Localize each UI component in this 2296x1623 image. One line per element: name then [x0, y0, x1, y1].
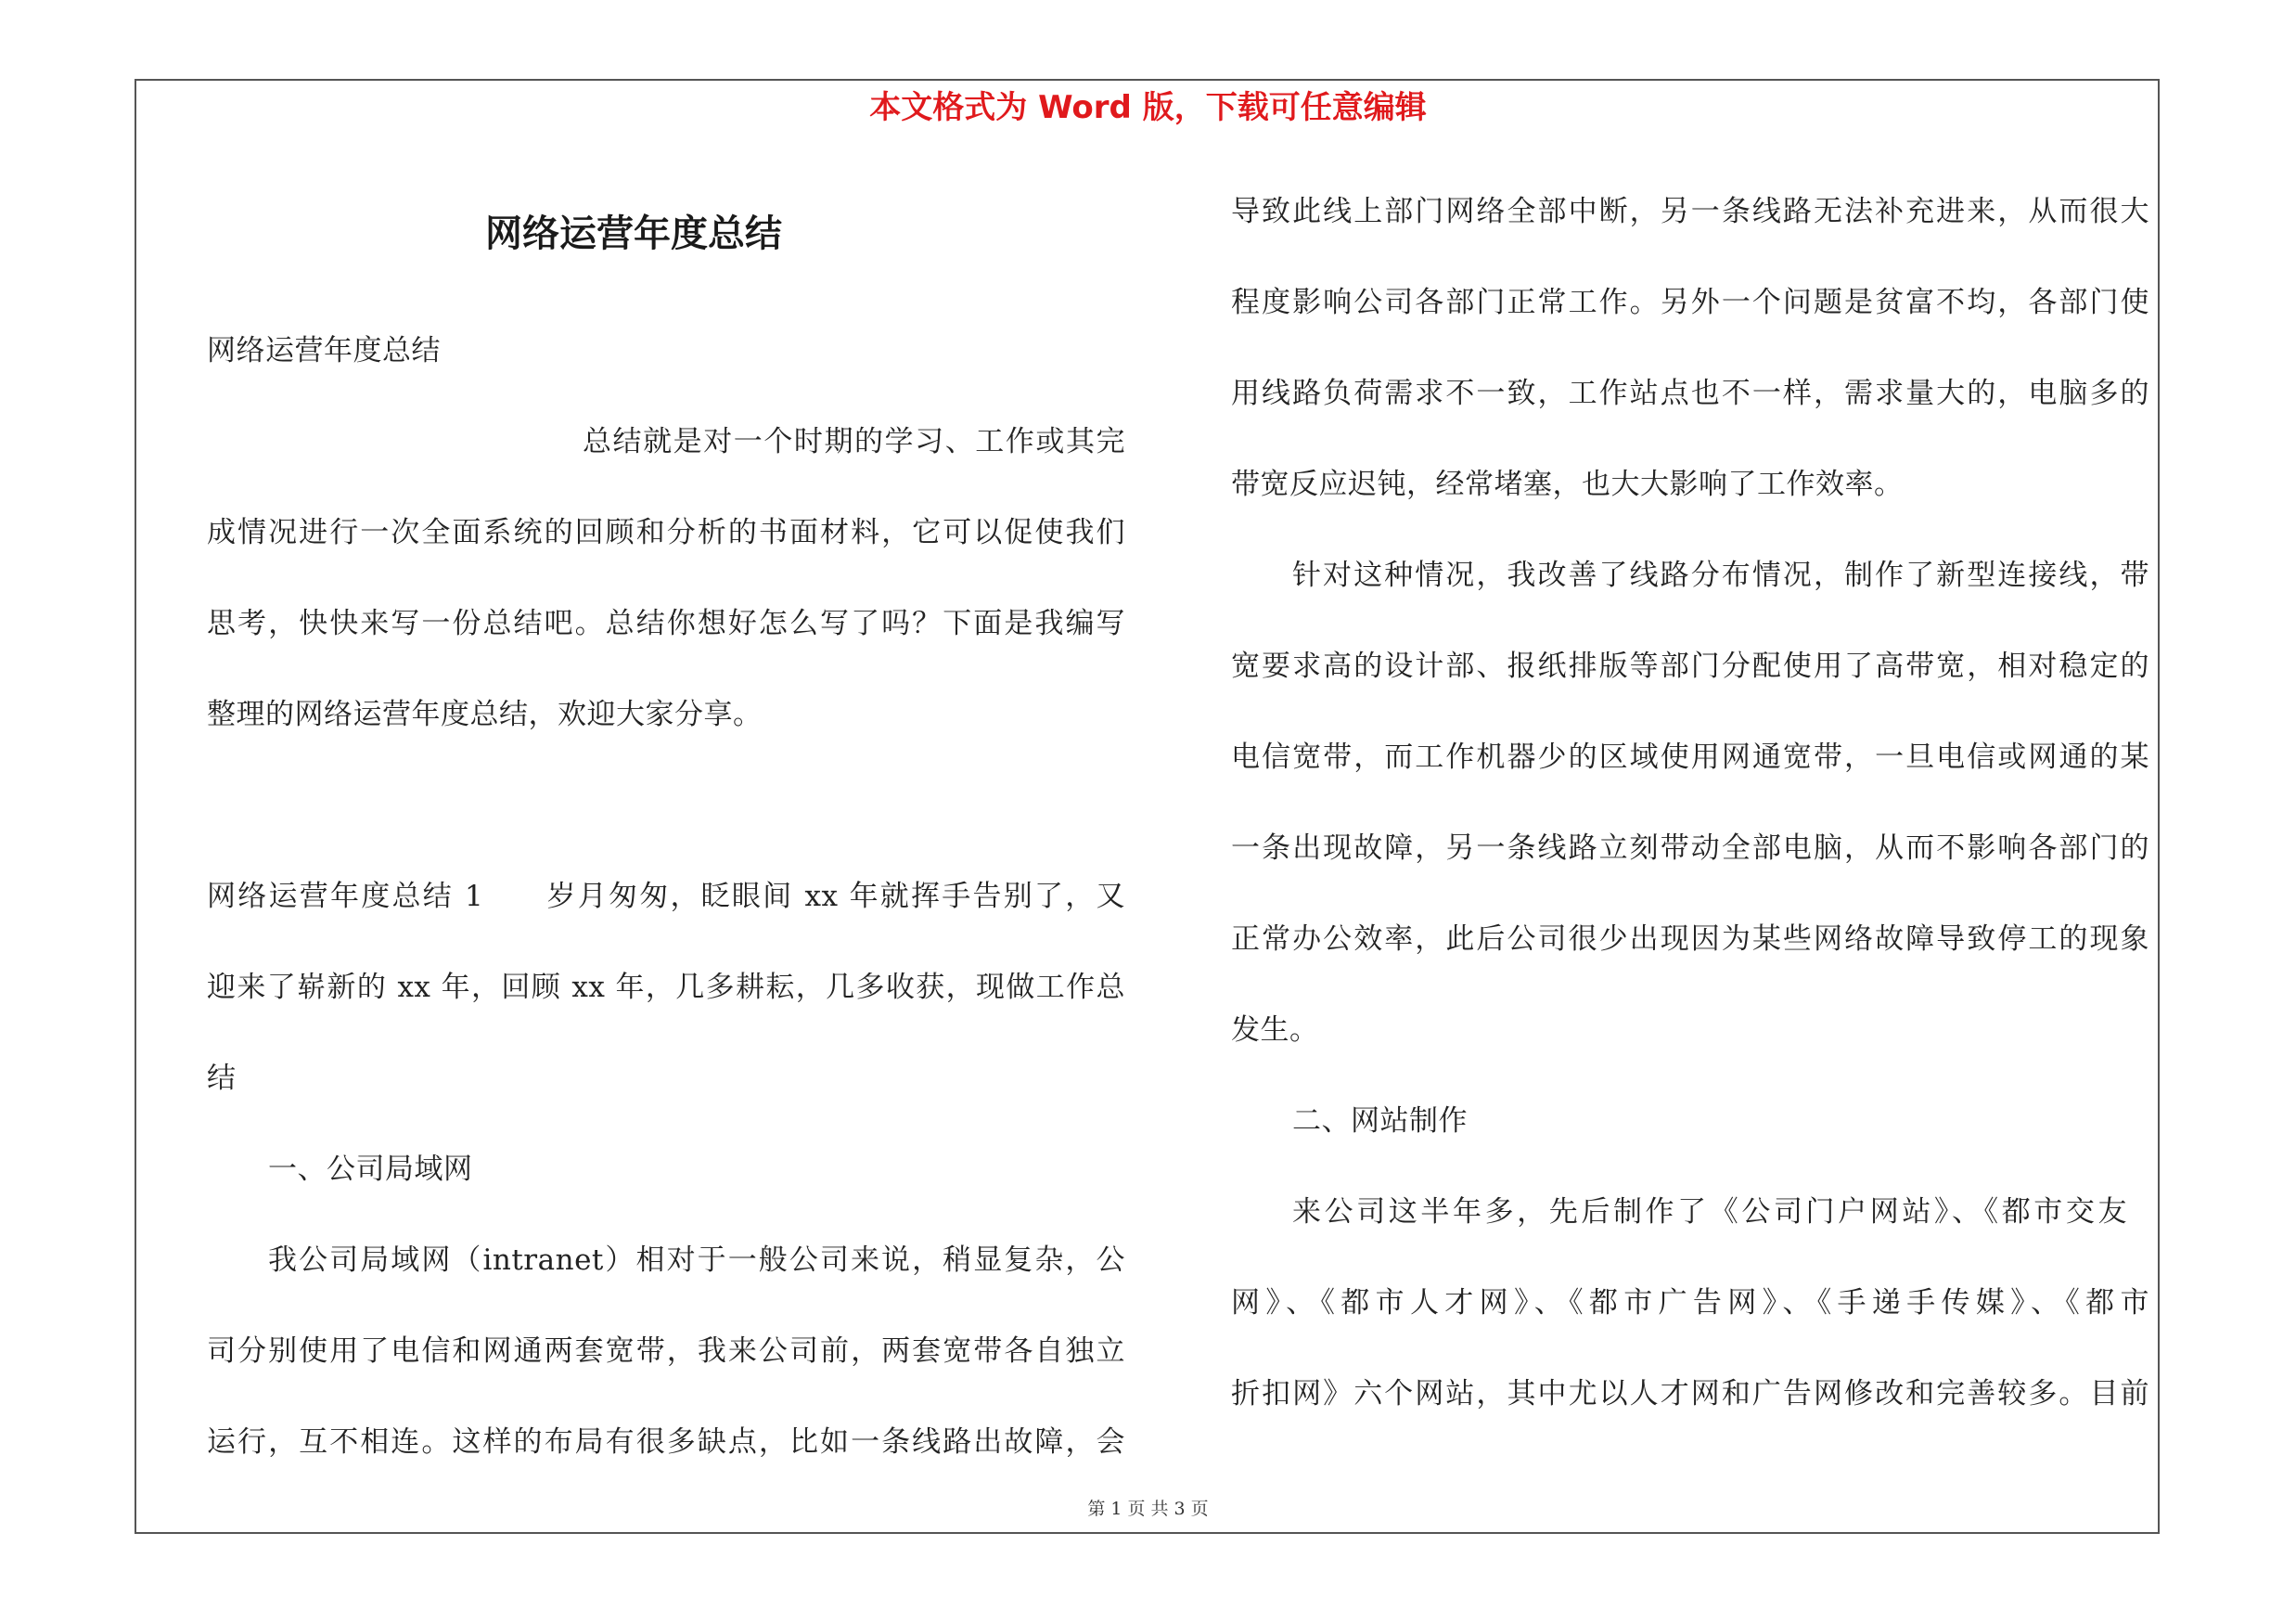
- right-line-14: 折扣网》六个网站，其中尤以人才网和广告网修改和完善较多。目前: [1231, 1377, 2149, 1410]
- left-line-4: 思考，快快来写一份总结吧。总结你想好怎么写了吗？下面是我编写: [207, 607, 1125, 640]
- left-line-3: 成情况进行一次全面系统的回顾和分析的书面材料，它可以促使我们: [207, 516, 1125, 549]
- left-line-12: 运行，互不相连。这样的布局有很多缺点，比如一条线路出故障，会: [207, 1425, 1125, 1459]
- right-line-3: 用线路负荷需求不一致，工作站点也不一样，需求量大的，电脑多的: [1231, 377, 2149, 410]
- right-line-2: 程度影响公司各部门正常工作。另外一个问题是贫富不均，各部门使: [1231, 286, 2149, 319]
- right-line-4: 带宽反应迟钝，经常堵塞，也大大影响了工作效率。: [1231, 468, 1904, 501]
- left-line-11: 司分别使用了电信和网通两套宽带，我来公司前，两套宽带各自独立: [207, 1334, 1125, 1368]
- left-line-10: 我公司局域网（intranet）相对于一般公司来说，稍显复杂，公: [268, 1243, 1125, 1277]
- left-line-5: 整理的网络运营年度总结，欢迎大家分享。: [207, 698, 763, 731]
- right-line-7: 电信宽带，而工作机器少的区域使用网通宽带，一旦电信或网通的某: [1231, 741, 2149, 774]
- right-line-13: 网》、《都市人才网》、《都市广告网》、《手递手传媒》、《都市: [1231, 1286, 2149, 1320]
- left-line-8: 结: [207, 1062, 237, 1095]
- format-banner: 本文格式为 Word 版，下载可任意编辑: [869, 89, 1427, 126]
- right-line-10: 发生。: [1231, 1013, 1319, 1047]
- right-line-8: 一条出现故障，另一条线路立刻带动全部电脑，从而不影响各部门的: [1231, 831, 2149, 865]
- left-line-2: 总结就是对一个时期的学习、工作或其完: [583, 425, 1125, 458]
- page-number-footer: 第 1 页 共 3 页: [1087, 1499, 1209, 1519]
- left-line-1: 网络运营年度总结: [207, 334, 441, 367]
- right-line-5: 针对这种情况，我改善了线路分布情况，制作了新型连接线，带: [1292, 559, 2149, 592]
- right-line-1: 导致此线上部门网络全部中断，另一条线路无法补充进来，从而很大: [1231, 195, 2149, 228]
- right-line-12: 来公司这半年多，先后制作了《公司门户网站》、《都市交友: [1292, 1195, 2127, 1229]
- document-title: 网络运营年度总结: [485, 213, 782, 255]
- left-line-9: 一、公司局域网: [268, 1153, 473, 1186]
- left-line-6: 网络运营年度总结 1 岁月匆匆，眨眼间 xx 年就挥手告别了，又: [207, 880, 1125, 913]
- right-line-9: 正常办公效率，此后公司很少出现因为某些网络故障导致停工的现象: [1231, 922, 2149, 956]
- right-line-11: 二、网站制作: [1292, 1104, 1468, 1138]
- left-line-7: 迎来了崭新的 xx 年，回顾 xx 年，几多耕耘，几多收获，现做工作总: [207, 971, 1125, 1004]
- right-line-6: 宽要求高的设计部、报纸排版等部门分配使用了高带宽，相对稳定的: [1231, 650, 2149, 683]
